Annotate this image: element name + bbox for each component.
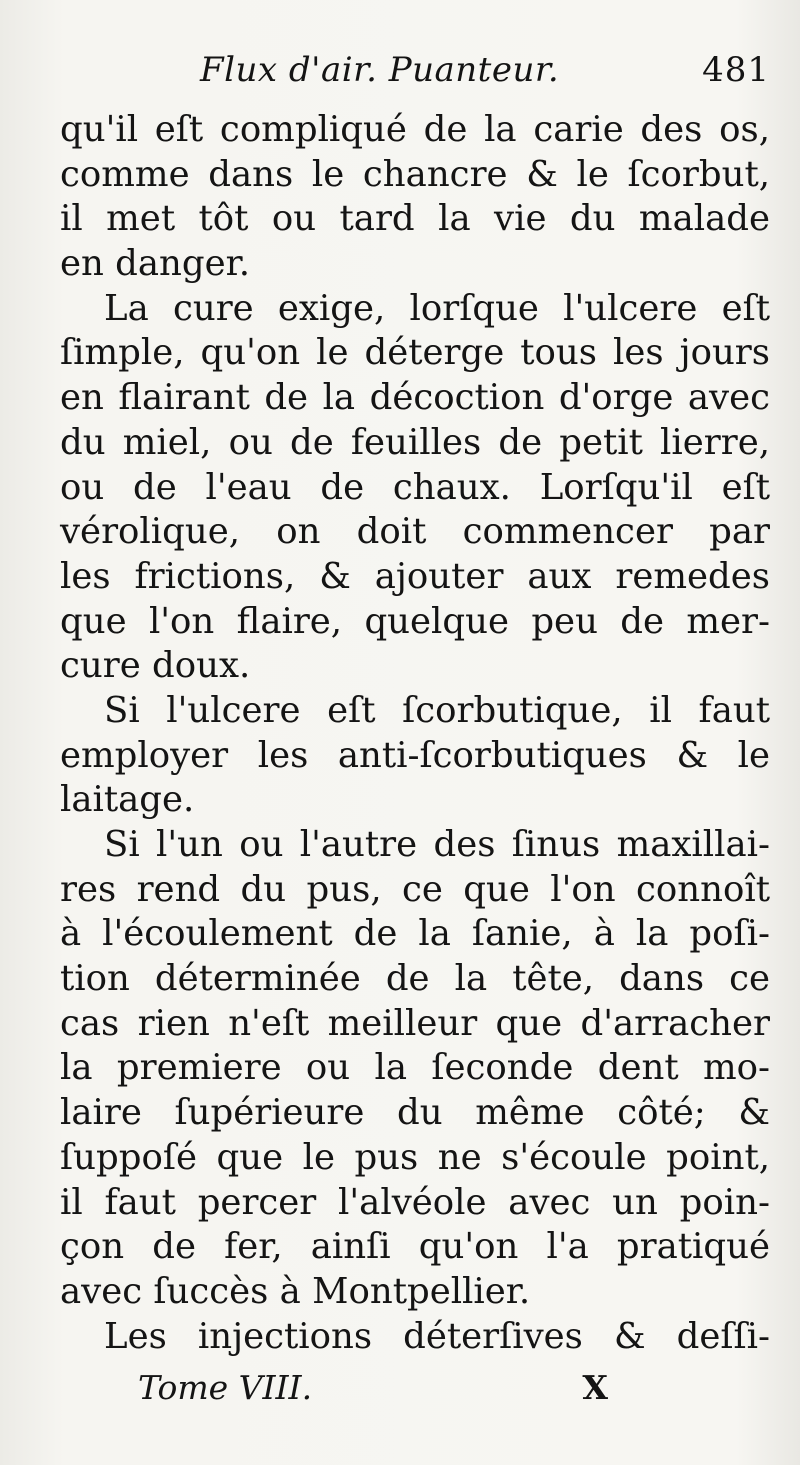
text-line: avec ſuccès à Montpellier. (60, 1270, 531, 1312)
text-line: les frictions, & ajouter aux remedes (60, 555, 770, 597)
text-line: tion déterminée de la tête, dans ce (60, 958, 770, 1000)
text-line: comme dans le chancre & le ſcorbut, (60, 153, 770, 195)
text-line: laire ſupérieure du même côté; & (60, 1092, 770, 1134)
page-footer (138, 1368, 608, 1414)
text-line: ſimple, qu'on le déterge tous les jours (60, 332, 770, 374)
text-line: vérolique, on doit commencer par (60, 511, 770, 553)
body-text (60, 108, 770, 1359)
page-number: 481 (702, 50, 770, 90)
text-line: ou de l'eau de chaux. Lorſqu'il eſt (60, 466, 770, 508)
text-line: qu'il eſt compliqué de la carie des os, (60, 109, 770, 150)
running-title: Flux d'air. Puanteur. (200, 50, 560, 90)
text-line: Les injections déterſives & deſſi- (104, 1315, 770, 1357)
text-line: Si l'un ou l'autre des ſinus maxillai- (104, 824, 770, 865)
text-line: en flairant de la décoction d'orge avec (60, 377, 770, 419)
text-line: ſuppoſé que le pus ne s'écoule point, (60, 1136, 770, 1178)
text-line: en danger. (60, 243, 250, 285)
text-line: Si l'ulcere eſt ſcorbutique, il faut (104, 689, 770, 731)
gathering-mark: X (582, 1368, 608, 1407)
text-line: il met tôt ou tard la vie du malade (60, 198, 770, 240)
text-line: cas rien n'eſt meilleur que d'arracher (60, 1002, 770, 1044)
volume-signature: Tome VIII. (138, 1368, 313, 1407)
text-line: à l'écoulement de la ſanie, à la poſi- (60, 913, 770, 955)
text-line: cure doux. (60, 645, 251, 687)
text-line: laitage. (60, 779, 195, 821)
text-line: la premiere ou la ſeconde dent mo- (60, 1047, 770, 1089)
text-line: il faut percer l'alvéole avec un poin- (60, 1181, 770, 1223)
page-header (200, 50, 770, 100)
text-line: que l'on flaire, quelque peu de mer- (60, 600, 770, 642)
text-line: La cure exige, lorſque l'ulcere eſt (104, 287, 770, 329)
text-line: du miel, ou de feuilles de petit lierre, (60, 421, 770, 463)
text-line: res rend du pus, ce que l'on connoît (60, 868, 770, 910)
text-line: employer les anti-ſcorbutiques & le (60, 734, 770, 776)
text-line: çon de fer, ainſi qu'on l'a pratiqué (60, 1226, 770, 1268)
